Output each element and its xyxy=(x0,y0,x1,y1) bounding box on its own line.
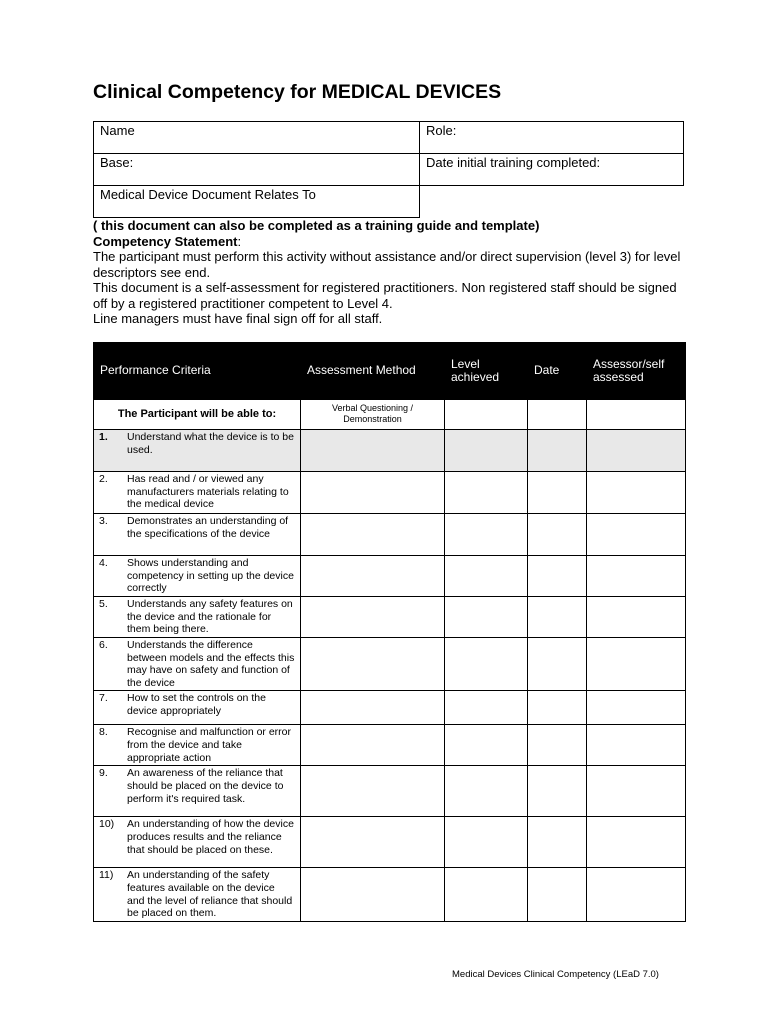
method-cell[interactable] xyxy=(301,556,445,597)
criteria-cell xyxy=(94,430,301,472)
criteria-cell xyxy=(94,766,301,817)
assessor-cell[interactable] xyxy=(587,725,686,766)
level-cell[interactable] xyxy=(445,472,528,514)
participant-label: The Participant will be able to: xyxy=(94,400,301,430)
criteria-cell xyxy=(94,514,301,556)
criteria-item xyxy=(99,767,295,805)
criteria-item xyxy=(99,869,295,919)
criteria-number: 1. xyxy=(99,431,108,443)
level-cell[interactable] xyxy=(445,597,528,638)
method-cell[interactable] xyxy=(301,514,445,556)
table-row xyxy=(94,556,686,597)
criteria-cell xyxy=(94,868,301,921)
criteria-item xyxy=(99,473,295,511)
intro-text xyxy=(93,218,693,327)
statement-line-3: Line managers must have final sign off for all staff. xyxy=(93,311,383,326)
criteria-text: An understanding of the safety features available on the device and the level of reliance that should be placed on them. xyxy=(127,869,293,920)
date-cell[interactable] xyxy=(528,430,587,472)
criteria-cell xyxy=(94,638,301,691)
table-row xyxy=(94,472,686,514)
header-assessor: Assessor/self assessed xyxy=(587,343,686,400)
level-cell[interactable] xyxy=(445,430,528,472)
table-row xyxy=(94,766,686,817)
criteria-item xyxy=(99,726,295,764)
assessor-cell[interactable] xyxy=(587,472,686,514)
table-header-row xyxy=(94,343,686,400)
date-training-field[interactable]: Date initial training completed: xyxy=(420,154,684,186)
criteria-text: Shows understanding and competency in setting up the device correctly xyxy=(127,557,294,595)
criteria-item xyxy=(99,818,295,856)
performance-criteria-table xyxy=(93,342,686,922)
info-empty-cell xyxy=(420,186,684,218)
date-cell[interactable] xyxy=(528,556,587,597)
criteria-item xyxy=(99,515,295,540)
assessor-cell[interactable] xyxy=(587,597,686,638)
level-cell[interactable] xyxy=(445,725,528,766)
assessor-cell[interactable] xyxy=(587,556,686,597)
date-cell[interactable] xyxy=(528,725,587,766)
header-performance-criteria: Performance Criteria xyxy=(94,343,301,400)
header-assessment-method: Assessment Method xyxy=(301,343,445,400)
participant-info-table xyxy=(93,121,684,218)
criteria-text: Demonstrates an understanding of the specifications of the device xyxy=(127,515,289,540)
statement-line-2: This document is a self-assessment for registered practitioners. Non registered staff should be signed off by a registered practitioner competent to Level 4. xyxy=(93,280,677,311)
name-field[interactable]: Name xyxy=(94,122,420,154)
assessor-cell[interactable] xyxy=(587,430,686,472)
assessor-cell[interactable] xyxy=(587,400,686,430)
criteria-cell xyxy=(94,691,301,725)
method-value: Verbal Questioning / Demonstration xyxy=(301,400,445,430)
table-row xyxy=(94,430,686,472)
criteria-text: Understands the difference between models and the effects this may have on safety and function of the device xyxy=(127,639,295,689)
criteria-text: An awareness of the reliance that should be placed on the device to perform it's required task. xyxy=(127,767,284,805)
criteria-cell xyxy=(94,817,301,868)
date-cell[interactable] xyxy=(528,400,587,430)
level-cell[interactable] xyxy=(445,514,528,556)
assessor-cell[interactable] xyxy=(587,868,686,921)
table-row xyxy=(94,868,686,921)
criteria-cell xyxy=(94,725,301,766)
table-row xyxy=(94,817,686,868)
table-row xyxy=(94,725,686,766)
criteria-number: 9. xyxy=(99,767,108,780)
level-cell[interactable] xyxy=(445,691,528,725)
table-row xyxy=(94,691,686,725)
criteria-number: 7. xyxy=(99,692,108,705)
criteria-number: 8. xyxy=(99,726,108,739)
criteria-text: Has read and / or viewed any manufacturers materials relating to the medical device xyxy=(127,473,289,511)
template-note: ( this document can also be completed as a training guide and template) xyxy=(93,218,540,233)
statement-line-1: The participant must perform this activity without assistance and/or direct supervision (level 3) for level descriptors see end. xyxy=(93,249,681,280)
role-field[interactable]: Role: xyxy=(420,122,684,154)
table-row xyxy=(94,514,686,556)
criteria-number: 11) xyxy=(99,869,114,882)
criteria-number: 10) xyxy=(99,818,115,831)
criteria-item xyxy=(99,692,295,717)
assessor-cell[interactable] xyxy=(587,817,686,868)
date-cell[interactable] xyxy=(528,868,587,921)
table-row xyxy=(94,597,686,638)
date-cell[interactable] xyxy=(528,766,587,817)
criteria-item xyxy=(99,639,295,689)
method-cell[interactable] xyxy=(301,868,445,921)
level-cell[interactable] xyxy=(445,766,528,817)
method-cell[interactable] xyxy=(301,817,445,868)
assessor-cell[interactable] xyxy=(587,691,686,725)
criteria-item xyxy=(99,557,295,595)
base-field[interactable]: Base: xyxy=(94,154,420,186)
criteria-text: An understanding of how the device produces results and the reliance that should be placed on these. xyxy=(127,818,294,856)
date-cell[interactable] xyxy=(528,597,587,638)
level-cell[interactable] xyxy=(445,556,528,597)
criteria-item xyxy=(99,431,295,456)
header-level-achieved: Level achieved xyxy=(445,343,528,400)
criteria-text: How to set the controls on the device appropriately xyxy=(127,692,266,717)
header-date: Date xyxy=(528,343,587,400)
date-cell[interactable] xyxy=(528,514,587,556)
criteria-number: 4. xyxy=(99,557,108,569)
criteria-number: 5. xyxy=(99,598,108,610)
date-cell[interactable] xyxy=(528,817,587,868)
assessor-cell[interactable] xyxy=(587,766,686,817)
criteria-item xyxy=(99,598,295,636)
method-cell[interactable] xyxy=(301,597,445,638)
method-cell[interactable] xyxy=(301,725,445,766)
statement-colon: : xyxy=(237,233,242,249)
criteria-number: 6. xyxy=(99,639,108,651)
criteria-text: Recognise and malfunction or error from the device and take appropriate action xyxy=(127,726,292,764)
page-title: Clinical Competency for MEDICAL DEVICES xyxy=(93,81,502,103)
assessor-cell[interactable] xyxy=(587,514,686,556)
date-cell[interactable] xyxy=(528,691,587,725)
level-cell[interactable] xyxy=(445,868,528,921)
page-footer: Medical Devices Clinical Competency (LEaD 7.0) xyxy=(452,969,659,980)
level-cell[interactable] xyxy=(445,400,528,430)
date-cell[interactable] xyxy=(528,472,587,514)
method-cell[interactable] xyxy=(301,691,445,725)
criteria-cell xyxy=(94,472,301,514)
criteria-text: Understand what the device is to be used. xyxy=(127,431,294,456)
method-cell[interactable] xyxy=(301,472,445,514)
criteria-cell xyxy=(94,597,301,638)
table-row xyxy=(94,638,686,691)
criteria-number: 3. xyxy=(99,515,108,527)
method-cell[interactable] xyxy=(301,766,445,817)
method-cell[interactable] xyxy=(301,638,445,691)
criteria-number: 2. xyxy=(99,473,108,485)
device-document-field[interactable]: Medical Device Document Relates To xyxy=(94,186,420,218)
criteria-cell xyxy=(94,556,301,597)
criteria-text: Understands any safety features on the device and the rationale for them being there. xyxy=(127,598,293,636)
method-cell[interactable] xyxy=(301,430,445,472)
level-cell[interactable] xyxy=(445,817,528,868)
level-cell[interactable] xyxy=(445,638,528,691)
participant-subheader-row xyxy=(94,400,686,430)
assessor-cell[interactable] xyxy=(587,638,686,691)
date-cell[interactable] xyxy=(528,638,587,691)
competency-statement-label: Competency Statement xyxy=(93,233,238,249)
